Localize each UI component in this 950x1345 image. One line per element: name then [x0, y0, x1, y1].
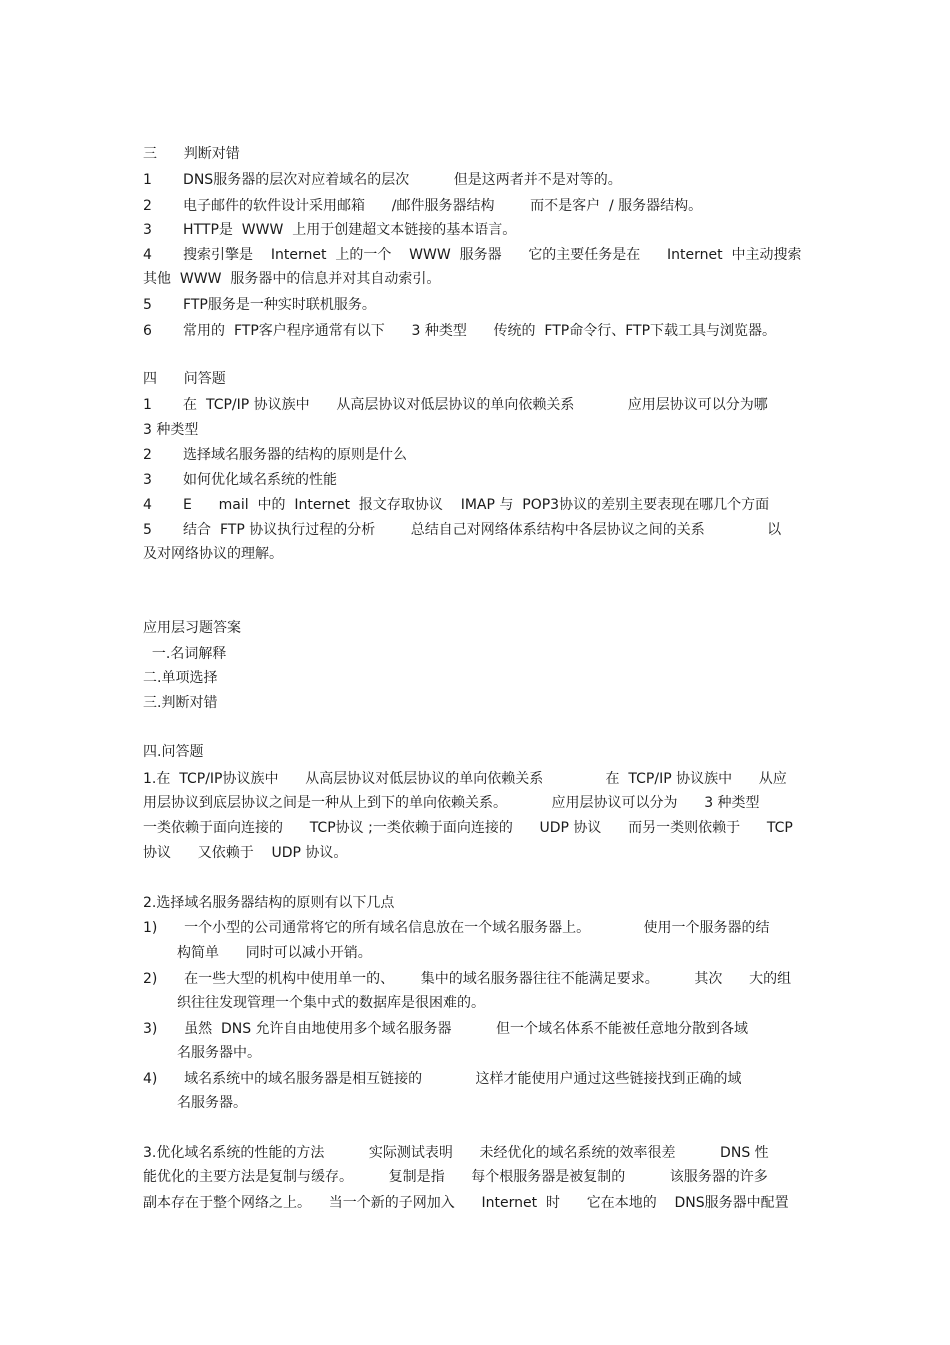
- answer-1-line-1: 1.在 TCP/IP协议族中 从高层协议对低层协议的单向依赖关系 在 TCP/IP 协议族中 从应: [143, 771, 787, 787]
- qa-item-2: 2 选择域名服务器的结构的原则是什么: [143, 447, 408, 463]
- qa-item-4: 4 E mail 中的 Internet 报文存取协议 IMAP 与 POP3协议的差别主要表现在哪几个方面: [143, 497, 770, 513]
- qa-item-3: 3 如何优化域名系统的性能: [143, 472, 338, 488]
- judge-item-5: 5 FTP服务是一种实时联机服务。: [143, 297, 376, 313]
- answer-1-line-4: 协议 又依赖于 UDP 协议。: [143, 845, 348, 861]
- answer-1-line-3: 一类依赖于面向连接的 TCP协议 ;一类依赖于面向连接的 UDP 协议 而另一类则依赖于 TCP: [143, 820, 793, 836]
- answer-3-line-3: 副本存在于整个网络之上。 当一个新的子网加入 Internet 时 它在本地的 DNS服务器中配置: [143, 1195, 789, 1211]
- answers-noun: 一.名词解释: [143, 646, 227, 662]
- qa-item-1: 1 在 TCP/IP 协议族中 从高层协议对低层协议的单向依赖关系 应用层协议可以分为哪: [143, 397, 768, 413]
- answer-2-item-4-cont: 名服务器。: [177, 1095, 247, 1111]
- answer-2-item-2: 2) 在一些大型的机构中使用单一的、 集中的域名服务器往往不能满足要求。 其次 大的组: [143, 971, 792, 987]
- answer-3-line-2: 能优化的主要方法是复制与缓存。 复制是指 每个根服务器是被复制的 该服务器的许多: [143, 1169, 768, 1185]
- section-heading-qa: 四 问答题: [143, 371, 226, 387]
- judge-item-3: 3 HTTP是 WWW 上用于创建超文本链接的基本语言。: [143, 222, 517, 238]
- answers-title: 应用层习题答案: [143, 620, 241, 636]
- answer-3-line-1: 3.优化域名系统的性能的方法 实际测试表明 未经优化的域名系统的效率很差 DNS 性: [143, 1145, 769, 1161]
- answers-judge: 三.判断对错: [143, 695, 218, 711]
- answer-2-item-1: 1) 一个小型的公司通常将它的所有域名信息放在一个域名服务器上。 使用一个服务器的结: [143, 920, 770, 936]
- answers-qa-heading: 四.问答题: [143, 744, 204, 760]
- judge-item-2: 2 电子邮件的软件设计采用邮箱 /邮件服务器结构 而不是客户 / 服务器结构。: [143, 198, 703, 214]
- section-heading-judge: 三 判断对错: [143, 146, 240, 162]
- answers-single-choice: 二.单项选择: [143, 670, 218, 686]
- answer-2-item-3: 3) 虽然 DNS 允许自由地使用多个域名服务器 但一个域名体系不能被任意地分散到各域: [143, 1021, 749, 1037]
- answer-2-item-2-cont: 织往往发现管理一个集中式的数据库是很困难的。: [177, 995, 485, 1011]
- judge-item-4-cont: 其他 WWW 服务器中的信息并对其自动索引。: [143, 271, 441, 287]
- judge-item-6: 6 常用的 FTP客户程序通常有以下 3 种类型 传统的 FTP命令行、FTP下载工具与浏览器。: [143, 323, 777, 339]
- answer-1-line-2: 用层协议到底层协议之间是一种从上到下的单向依赖关系。 应用层协议可以分为 3 种类型: [143, 795, 760, 811]
- qa-item-5: 5 结合 FTP 协议执行过程的分析 总结自己对网络体系结构中各层协议之间的关系 以: [143, 522, 782, 538]
- judge-item-4: 4 搜索引擎是 Internet 上的一个 WWW 服务器 它的主要任务是在 Internet 中主动搜索: [143, 247, 802, 263]
- answer-2-item-4: 4) 域名系统中的域名服务器是相互链接的 这样才能使用户通过这些链接找到正确的域: [143, 1071, 742, 1087]
- answer-2-item-3-cont: 名服务器中。: [177, 1045, 261, 1061]
- answer-2-heading: 2.选择域名服务器结构的原则有以下几点: [143, 895, 395, 911]
- answer-2-item-1-cont: 构简单 同时可以减小开销。: [177, 945, 372, 961]
- judge-item-1: 1 DNS服务器的层次对应着域名的层次 但是这两者并不是对等的。: [143, 172, 622, 188]
- qa-item-1-cont: 3 种类型: [143, 422, 199, 438]
- qa-item-5-cont: 及对网络协议的理解。: [143, 546, 283, 562]
